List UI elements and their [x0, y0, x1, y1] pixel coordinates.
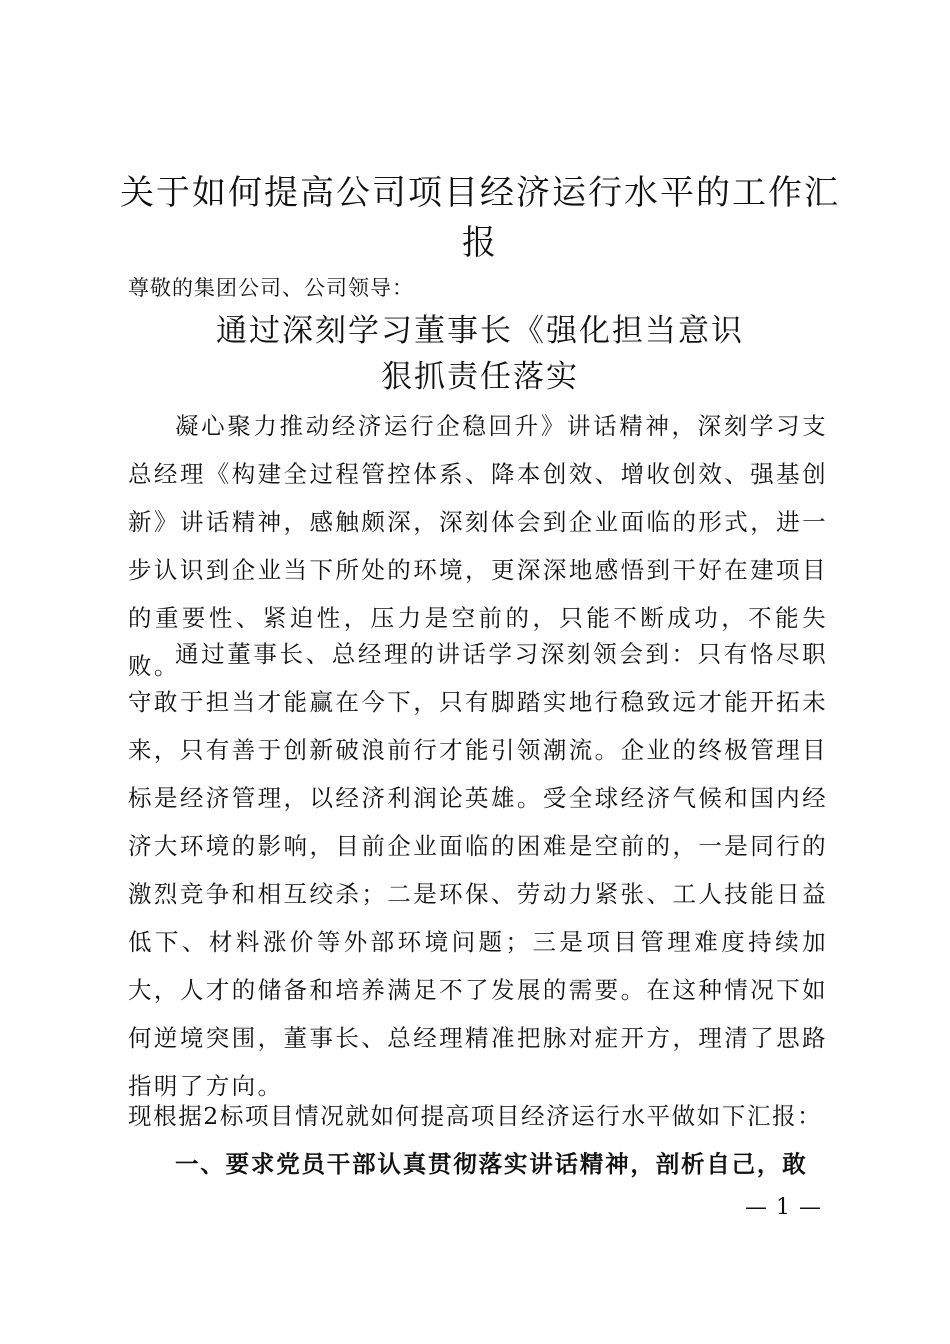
salutation: 尊敬的集团公司、公司领导： [128, 276, 414, 300]
body-paragraph-3: 现根据2标项目情况就如何提高项目经济运行水平做如下汇报： [128, 1102, 823, 1130]
body-paragraph-1: 凝心聚力推动经济运行企稳回升》讲话精神，深刻学习支总经理《构建全过程管控体系、降本创效、增收创效、强基创新》讲话精神，感触颇深，深刻体会到企业面临的形式，进一步认识到企业当下所处的环境，更深深地感悟到干好在建项目的重要性、紧迫性，压力是空前的，只能不断成功，不能失败。 [128, 412, 828, 680]
document-title: 关于如何提高公司项目经济运行水平的工作汇报 [120, 173, 840, 263]
speech-subtitle [110, 308, 850, 400]
page-number: — 1 — [745, 1195, 822, 1220]
body-paragraph-2: 通过董事长、总经理的讲话学习深刻领会到：只有恪尽职守敢于担当才能赢在今下，只有脚踏实地行稳致远才能开拓未来，只有善于创新破浪前行才能引领潮流。企业的终极管理目标是经济管理，以经济利润论英雄。受全球经济气候和国内经济大环境的影响，目前企业面临的困难是空前的，一是同行的激烈竞争和相互绞杀；二是环保、劳动力紧张、工人技能日益低下、材料涨价等外部环境问题；三是项目管理难度持续加大，人才的储备和培养满足不了发展的需要。在这种情况下如何逆境突围，董事长、总经理精准把脉对症开方，理清了思路指明了方向。 [128, 640, 828, 1100]
section-heading-1: 一、要求党员干部认真贯彻落实讲话精神，剖析自己，敢 [175, 1150, 808, 1178]
subtitle-line-2: 狠抓责任落实 [381, 359, 579, 395]
subtitle-line-1: 通过深刻学习董事长《强化担当意识 [216, 313, 744, 349]
